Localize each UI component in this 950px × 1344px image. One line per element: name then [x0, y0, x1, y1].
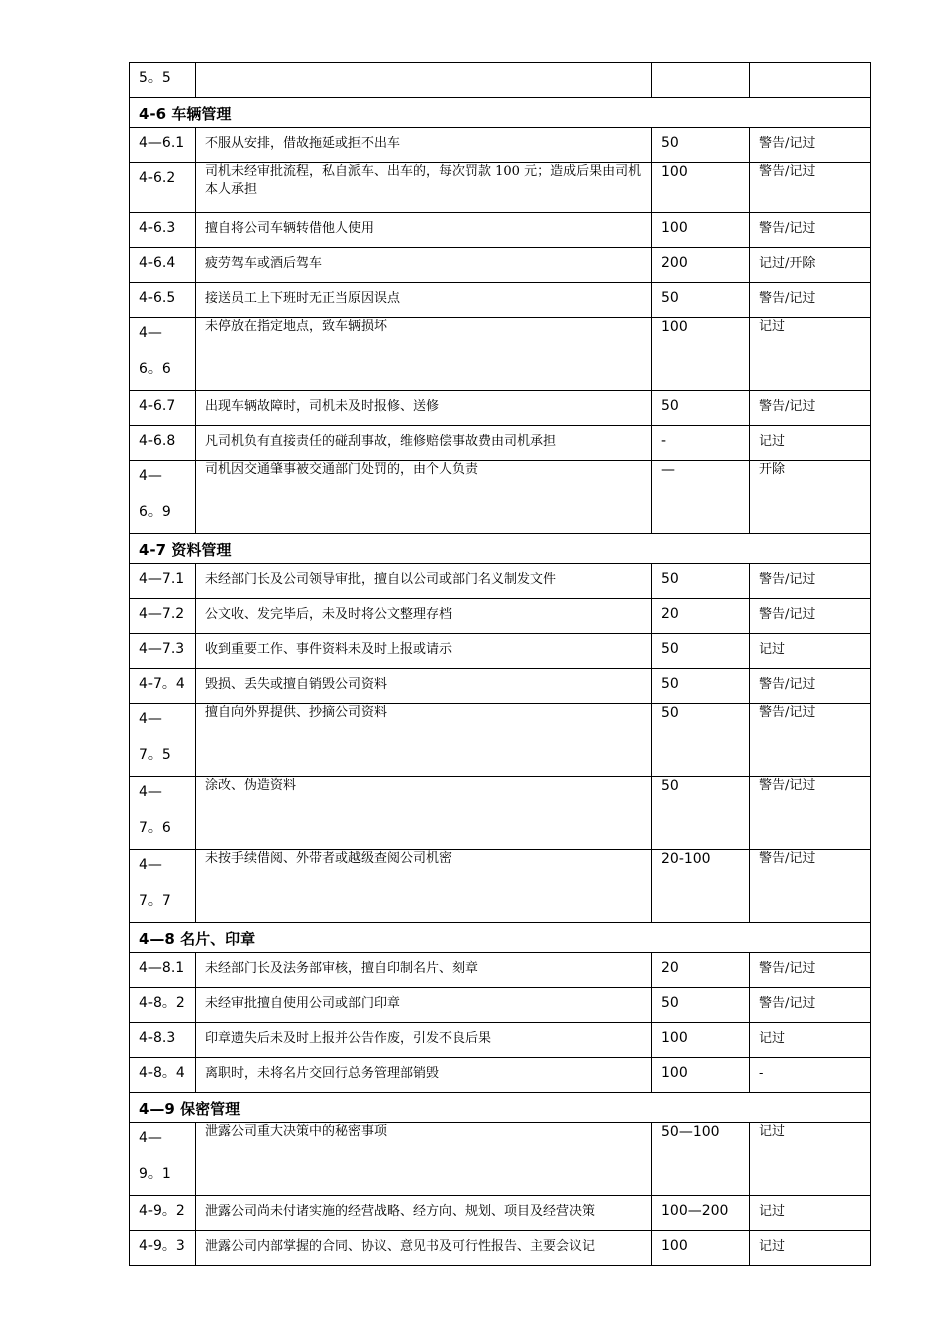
fine-amount: -	[652, 426, 750, 461]
item-description: 擅自向外界提供、抄摘公司资料	[196, 704, 652, 777]
table-row	[130, 850, 871, 923]
penalty-type: 警告/记过	[750, 988, 871, 1023]
penalty-type: 记过	[750, 634, 871, 669]
item-code-line1: 4-8.3	[139, 1030, 176, 1046]
table-row	[130, 283, 871, 318]
section-title: 4—8 名片、印章	[130, 923, 871, 953]
penalty-type: 记过	[750, 1123, 871, 1196]
section-title: 4-7 资料管理	[130, 534, 871, 564]
fine-amount: 100	[652, 163, 750, 213]
item-code-line1: 4—	[139, 1130, 162, 1146]
fine-amount: 50	[652, 777, 750, 850]
item-code	[130, 163, 196, 213]
fine-amount: 200	[652, 248, 750, 283]
penalty-type: 警告/记过	[750, 850, 871, 923]
item-description: 泄露公司重大决策中的秘密事项	[196, 1123, 652, 1196]
item-description	[196, 63, 652, 98]
section-header-row	[130, 534, 871, 564]
item-code	[130, 391, 196, 426]
penalty-table-body	[130, 63, 871, 1266]
fine-amount: 100—200	[652, 1196, 750, 1231]
item-code-line1: 4—7.3	[139, 641, 185, 657]
item-code-line2: 9。1	[139, 1166, 171, 1182]
item-code	[130, 63, 196, 98]
table-row	[130, 1058, 871, 1093]
item-code	[130, 704, 196, 777]
table-row	[130, 1196, 871, 1231]
section-header-row	[130, 98, 871, 128]
penalty-type: 警告/记过	[750, 669, 871, 704]
item-code-line1: 4-8。2	[139, 995, 185, 1011]
penalty-type: 警告/记过	[750, 599, 871, 634]
penalty-type	[750, 63, 871, 98]
item-code-line1: 4-9。2	[139, 1203, 185, 1219]
table-row	[130, 1123, 871, 1196]
table-row	[130, 163, 871, 213]
table-row	[130, 564, 871, 599]
item-code	[130, 128, 196, 163]
item-description: 未按手续借阅、外带者或越级查阅公司机密	[196, 850, 652, 923]
item-description: 凡司机负有直接责任的碰刮事故，维修赔偿事故费由司机承担	[196, 426, 652, 461]
table-row	[130, 704, 871, 777]
penalty-type: 警告/记过	[750, 391, 871, 426]
table-row	[130, 669, 871, 704]
item-code-line1: 4-6.5	[139, 290, 176, 306]
section-title: 4—9 保密管理	[130, 1093, 871, 1123]
penalty-type: 警告/记过	[750, 953, 871, 988]
item-code-line1: 4-8。4	[139, 1065, 185, 1081]
item-code	[130, 634, 196, 669]
item-code	[130, 426, 196, 461]
item-description: 涂改、伪造资料	[196, 777, 652, 850]
item-code	[130, 1058, 196, 1093]
item-code-line1: 4—	[139, 784, 162, 800]
penalty-type: 记过	[750, 1023, 871, 1058]
item-description: 未经审批擅自使用公司或部门印章	[196, 988, 652, 1023]
table-row	[130, 1231, 871, 1266]
fine-amount: 50—100	[652, 1123, 750, 1196]
item-code	[130, 669, 196, 704]
fine-amount: 50	[652, 391, 750, 426]
fine-amount: 100	[652, 1231, 750, 1266]
item-description: 接送员工上下班时无正当原因误点	[196, 283, 652, 318]
penalty-type: 警告/记过	[750, 128, 871, 163]
item-description: 泄露公司尚未付诸实施的经营战略、经方向、规划、项目及经营决策	[196, 1196, 652, 1231]
table-row	[130, 391, 871, 426]
item-code	[130, 988, 196, 1023]
item-code-line1: 4-6.4	[139, 255, 176, 271]
fine-amount	[652, 63, 750, 98]
penalty-type: 警告/记过	[750, 163, 871, 213]
penalty-type: 记过/开除	[750, 248, 871, 283]
fine-amount: 50	[652, 704, 750, 777]
table-row	[130, 63, 871, 98]
table-row	[130, 248, 871, 283]
item-code-line2: 7。7	[139, 893, 171, 909]
item-code	[130, 850, 196, 923]
penalty-type: 开除	[750, 461, 871, 534]
penalty-type: 警告/记过	[750, 704, 871, 777]
item-description: 公文收、发完毕后，未及时将公文整理存档	[196, 599, 652, 634]
item-code-line2: 6。6	[139, 361, 171, 377]
item-description: 司机未经审批流程，私自派车、出车的，每次罚款 100 元；造成后果由司机本人承担	[196, 163, 652, 213]
item-code-line2: 6。9	[139, 504, 171, 520]
item-description: 擅自将公司车辆转借他人使用	[196, 213, 652, 248]
item-code	[130, 248, 196, 283]
fine-amount: 20-100	[652, 850, 750, 923]
item-description: 泄露公司内部掌握的合同、协议、意见书及可行性报告、主要会议记	[196, 1231, 652, 1266]
item-code	[130, 461, 196, 534]
table-row	[130, 599, 871, 634]
item-code	[130, 564, 196, 599]
table-row	[130, 426, 871, 461]
item-description: 出现车辆故障时，司机未及时报修、送修	[196, 391, 652, 426]
item-code-line1: 4-6.8	[139, 433, 176, 449]
fine-amount: —	[652, 461, 750, 534]
table-row	[130, 318, 871, 391]
penalty-type: 警告/记过	[750, 564, 871, 599]
item-description: 未经部门长及公司领导审批，擅自以公司或部门名义制发文件	[196, 564, 652, 599]
item-code-line1: 4-6.3	[139, 220, 176, 236]
item-description: 不服从安排，借故拖延或拒不出车	[196, 128, 652, 163]
item-code-line1: 4-9。3	[139, 1238, 185, 1254]
fine-amount: 100	[652, 1058, 750, 1093]
item-code	[130, 318, 196, 391]
item-description: 印章遗失后未及时上报并公告作废，引发不良后果	[196, 1023, 652, 1058]
fine-amount: 100	[652, 213, 750, 248]
penalty-type: 警告/记过	[750, 213, 871, 248]
table-row	[130, 461, 871, 534]
fine-amount: 50	[652, 128, 750, 163]
item-code	[130, 1023, 196, 1058]
fine-amount: 50	[652, 988, 750, 1023]
penalty-type: 记过	[750, 318, 871, 391]
item-code	[130, 777, 196, 850]
penalty-table	[129, 62, 871, 1266]
table-row	[130, 213, 871, 248]
fine-amount: 100	[652, 1023, 750, 1058]
item-code	[130, 283, 196, 318]
item-code-line2: 7。5	[139, 747, 171, 763]
penalty-type: 记过	[750, 1231, 871, 1266]
penalty-type: 记过	[750, 1196, 871, 1231]
item-code-line1: 5。5	[139, 70, 171, 86]
item-code-line1: 4—	[139, 468, 162, 484]
penalty-type: 警告/记过	[750, 283, 871, 318]
item-description: 疲劳驾车或酒后驾车	[196, 248, 652, 283]
item-description: 未停放在指定地点，致车辆损坏	[196, 318, 652, 391]
item-code-line2: 7。6	[139, 820, 171, 836]
item-code	[130, 1123, 196, 1196]
item-description: 收到重要工作、事件资料未及时上报或请示	[196, 634, 652, 669]
penalty-type: 记过	[750, 426, 871, 461]
fine-amount: 20	[652, 599, 750, 634]
item-description: 未经部门长及法务部审核，擅自印制名片、刻章	[196, 953, 652, 988]
item-code	[130, 599, 196, 634]
item-description: 毁损、丢失或擅自销毁公司资料	[196, 669, 652, 704]
item-description: 离职时，未将名片交回行总务管理部销毁	[196, 1058, 652, 1093]
item-code-line1: 4-6.2	[139, 170, 176, 186]
penalty-type: 警告/记过	[750, 777, 871, 850]
table-row	[130, 988, 871, 1023]
item-code-line1: 4—8.1	[139, 960, 185, 976]
item-code-line1: 4—7.2	[139, 606, 185, 622]
fine-amount: 50	[652, 634, 750, 669]
item-code-line1: 4—	[139, 857, 162, 873]
table-row	[130, 777, 871, 850]
item-description: 司机因交通肇事被交通部门处罚的，由个人负责	[196, 461, 652, 534]
table-row	[130, 634, 871, 669]
item-code-line1: 4—	[139, 325, 162, 341]
item-code	[130, 213, 196, 248]
section-header-row	[130, 923, 871, 953]
table-row	[130, 953, 871, 988]
table-row	[130, 1023, 871, 1058]
item-code-line1: 4—7.1	[139, 571, 185, 587]
item-code	[130, 953, 196, 988]
fine-amount: 50	[652, 283, 750, 318]
item-code	[130, 1196, 196, 1231]
penalty-type: -	[750, 1058, 871, 1093]
fine-amount: 100	[652, 318, 750, 391]
item-code-line1: 4-6.7	[139, 398, 176, 414]
item-code-line1: 4—	[139, 711, 162, 727]
table-row	[130, 128, 871, 163]
item-code-line1: 4—6.1	[139, 135, 185, 151]
item-code	[130, 1231, 196, 1266]
item-code-line1: 4-7。4	[139, 676, 185, 692]
section-title: 4-6 车辆管理	[130, 98, 871, 128]
fine-amount: 50	[652, 564, 750, 599]
fine-amount: 50	[652, 669, 750, 704]
section-header-row	[130, 1093, 871, 1123]
fine-amount: 20	[652, 953, 750, 988]
